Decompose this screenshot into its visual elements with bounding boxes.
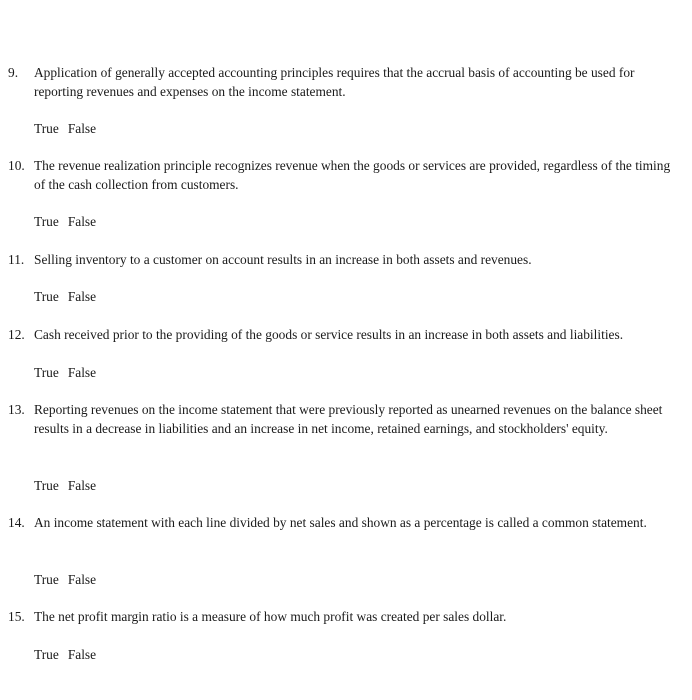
answer-options xyxy=(34,288,105,307)
false-option[interactable]: False xyxy=(67,214,97,229)
question-text: An income statement with each line divided by net sales and shown as a percentage is called a common statement. xyxy=(34,515,647,530)
true-option[interactable]: True xyxy=(34,478,59,493)
answer-options xyxy=(34,646,105,665)
question-text: The revenue realization principle recognizes revenue when the goods or services are provided, regardless of the timing of the cash collection from customers. xyxy=(34,158,671,192)
false-option[interactable]: False xyxy=(67,121,97,136)
question-text: Reporting revenues on the income statement that were previously reported as unearned revenues on the balance sheet results in a decrease in liabilities and an increase in net income, retained earnings, and stockholders' equity. xyxy=(34,402,663,436)
false-option[interactable]: False xyxy=(67,478,97,493)
question-number: 14. xyxy=(8,515,25,530)
question-number: 10. xyxy=(8,158,25,173)
true-option[interactable]: True xyxy=(34,121,59,136)
true-option[interactable]: True xyxy=(34,214,59,229)
true-option[interactable]: True xyxy=(34,647,59,662)
question-number: 15. xyxy=(8,609,25,624)
true-option[interactable]: True xyxy=(34,365,59,380)
answer-options xyxy=(34,477,105,496)
false-option[interactable]: False xyxy=(67,647,97,662)
question-text: Selling inventory to a customer on account results in an increase in both assets and revenues. xyxy=(34,252,532,267)
question-number: 12. xyxy=(8,327,25,342)
true-option[interactable]: True xyxy=(34,572,59,587)
question-text: Application of generally accepted accounting principles requires that the accrual basis of accounting be used for reporting revenues and expenses on the income statement. xyxy=(34,65,635,99)
answer-options xyxy=(34,213,105,232)
answer-options xyxy=(34,364,105,383)
question-text: Cash received prior to the providing of the goods or service results in an increase in both assets and liabilities. xyxy=(34,327,624,342)
answer-options xyxy=(34,571,105,590)
question-number: 9. xyxy=(8,65,19,80)
false-option[interactable]: False xyxy=(67,572,97,587)
answer-options xyxy=(34,120,105,139)
question-number: 11. xyxy=(8,252,25,267)
false-option[interactable]: False xyxy=(67,289,97,304)
question-number: 13. xyxy=(8,402,25,417)
question-text: The net profit margin ratio is a measure of how much profit was created per sales dollar. xyxy=(34,609,507,624)
false-option[interactable]: False xyxy=(67,365,97,380)
true-option[interactable]: True xyxy=(34,289,59,304)
